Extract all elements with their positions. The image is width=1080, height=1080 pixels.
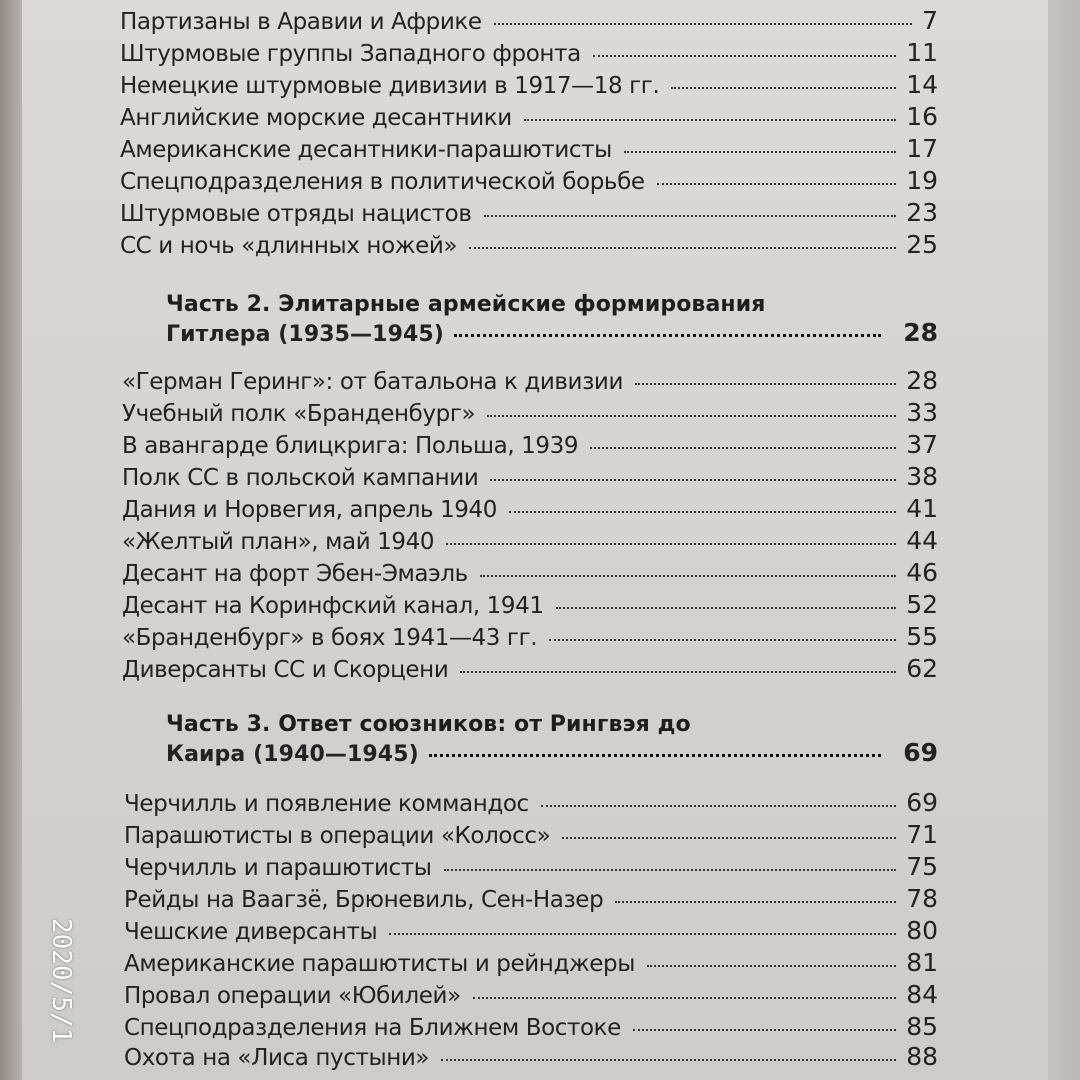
dot-leader [509,511,896,513]
entry-title: «Герман Геринг»: от батальона к дивизии [122,369,624,395]
dot-leader [524,119,896,121]
dot-leader [490,479,896,481]
entry-page: 25 [906,230,938,259]
toc-entry [122,398,938,432]
toc-entry [122,590,938,624]
entry-page: 78 [906,884,938,913]
entry-title: Штурмовые группы Западного фронта [120,41,581,67]
toc-entry [120,230,938,264]
entry-title: Дания и Норвегия, апрель 1940 [122,497,497,523]
entry-page: 85 [906,1012,938,1041]
entry-title: Охота на «Лиса пустыни» [124,1045,430,1071]
entry-title: Парашютисты в операции «Колосс» [124,823,551,849]
toc-entry [122,366,938,400]
entry-title: Спецподразделения на Ближнем Востоке [124,1015,621,1041]
toc-entry [122,430,938,464]
entry-title: Штурмовые отряды нацистов [120,201,472,227]
entry-page: 88 [906,1042,938,1071]
toc-entry [124,980,938,1014]
entry-title: Диверсанты СС и Скорцени [122,657,449,683]
entry-title: Английские морские десантники [120,105,512,131]
entry-title: «Бранденбург» в боях 1941—43 гг. [122,625,538,651]
dot-leader [446,543,896,545]
toc-entry [124,884,938,918]
entry-page: 17 [906,134,938,163]
part-heading-continuation: Каира (1940—1945) [166,742,419,767]
dot-leader [454,334,881,337]
toc-entry [120,198,938,232]
entry-title: Десант на форт Эбен-Эмаэль [122,561,468,587]
dot-leader [429,754,881,757]
entry-title: Полк СС в польской кампании [122,465,479,491]
entry-page: 44 [906,526,938,555]
dot-leader [671,87,896,89]
toc-entry [120,6,938,40]
dot-leader [549,639,896,641]
dot-leader [562,837,896,839]
entry-title: «Желтый план», май 1940 [122,529,435,555]
part-page: 69 [903,738,938,767]
entry-page: 71 [906,820,938,849]
toc-entry [124,852,938,886]
entry-title: Рейды на Ваагзё, Брюневиль, Сен-Назер [124,887,604,913]
dot-leader [615,901,896,903]
dot-leader [389,933,896,935]
dot-leader [657,183,897,185]
entry-page: 81 [906,948,938,977]
toc-entry [120,134,938,168]
toc-entry [122,462,938,496]
dot-leader [556,607,897,609]
photo-date-text: 2020/5/1 [46,918,76,1044]
part-heading: Часть 3. Ответ союзников: от Рингвэя до [166,712,691,737]
toc-entry [120,38,938,72]
toc-entry [124,820,938,854]
toc-entry [120,166,938,200]
entry-page: 16 [906,102,938,131]
entry-page: 52 [906,590,938,619]
entry-page: 38 [906,462,938,491]
toc-entry [124,1012,938,1046]
entry-title: Десант на Коринфский канал, 1941 [122,593,544,619]
toc-entry [120,102,938,136]
entry-page: 33 [906,398,938,427]
dot-leader [593,55,896,57]
toc-entry [120,70,938,104]
dot-leader [541,805,896,807]
entry-page: 11 [906,38,938,67]
entry-page: 37 [906,430,938,459]
toc-entry [122,526,938,560]
entry-page: 80 [906,916,938,945]
toc-entry [122,558,938,592]
entry-title: Немецкие штурмовые дивизии в 1917—18 гг. [120,73,660,99]
entry-title: Черчилль и появление коммандос [124,791,529,817]
entry-title: Американские десантники-парашютисты [120,137,612,163]
entry-page: 14 [906,70,938,99]
toc-entry [124,916,938,950]
dot-leader [484,215,897,217]
toc-entry [122,494,938,528]
dot-leader [441,1059,896,1061]
entry-title: Провал операции «Юбилей» [124,983,461,1009]
dot-leader [473,997,896,999]
toc-entry [124,1042,938,1076]
entry-title: Спецподразделения в политической борьбе [120,169,645,195]
entry-title: Учебный полк «Бранденбург» [122,401,476,427]
toc-entry [122,654,938,688]
entry-page: 19 [906,166,938,195]
dot-leader [487,415,896,417]
dot-leader [633,1029,896,1031]
part-heading-row [166,738,938,772]
entry-title: В авангарде блицкрига: Польша, 1939 [122,433,579,459]
entry-page: 46 [906,558,938,587]
dot-leader [590,447,896,449]
entry-page: 69 [906,788,938,817]
toc-entry [122,622,938,656]
dot-leader [460,671,896,673]
photo-date-stamp [40,918,100,1080]
entry-title: Чешские диверсанты [124,919,378,945]
entry-title: Американские парашютисты и рейнджеры [124,951,635,977]
entry-page: 28 [906,366,938,395]
dot-leader [635,383,896,385]
entry-page: 75 [906,852,938,881]
entry-page: 7 [922,6,938,35]
toc-entry [124,788,938,822]
dot-leader [444,869,897,871]
dot-leader [624,151,896,153]
toc-entry [124,948,938,982]
entry-page: 84 [906,980,938,1009]
part-heading-continuation: Гитлера (1935—1945) [166,322,444,347]
entry-page: 55 [906,622,938,651]
part-heading: Часть 2. Элитарные армейские формирования [166,292,766,317]
entry-title: Партизаны в Аравии и Африке [120,9,482,35]
part-page: 28 [903,318,938,347]
part-heading-row [166,318,938,352]
entry-page: 23 [906,198,938,227]
dot-leader [647,965,896,967]
entry-title: СС и ночь «длинных ножей» [120,233,458,259]
dot-leader [480,575,896,577]
entry-page: 62 [906,654,938,683]
dot-leader [469,247,896,249]
entry-title: Черчилль и парашютисты [124,855,432,881]
dot-leader [494,23,912,25]
entry-page: 41 [906,494,938,523]
